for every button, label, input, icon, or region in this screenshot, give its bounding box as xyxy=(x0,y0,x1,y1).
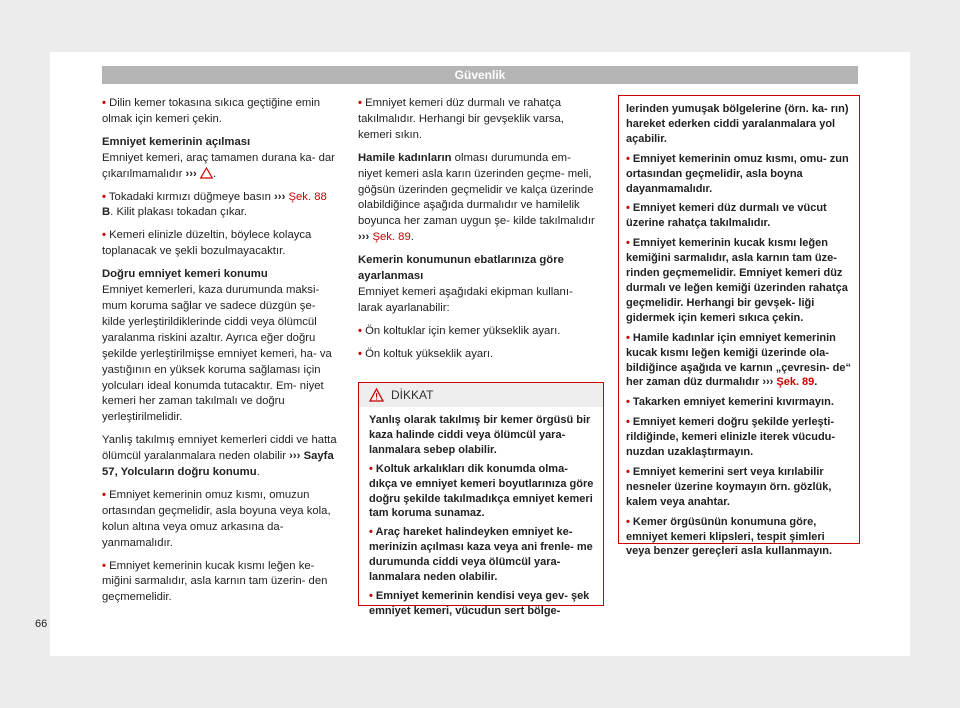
bullet: • xyxy=(369,589,373,602)
heading-unbuckle: Emniyet kemerinin açılması xyxy=(102,135,251,148)
bullet: • xyxy=(626,396,630,409)
paragraph: Emniyet kemeri aşağıdaki ekipman kullanı- larak ayarlanabilir: xyxy=(358,285,573,314)
warning-box xyxy=(358,382,604,617)
bullet: • xyxy=(626,331,630,344)
warning-triangle-icon xyxy=(200,167,213,179)
bullet: • xyxy=(369,526,373,539)
warning-item: • Emniyet kemerinin omuz kısmı, omu- zun ortasından geçmelidir, asla boyna dayanmamalıdır. xyxy=(626,152,849,195)
manual-page xyxy=(35,52,910,656)
warning-lead: lerinden yumuşak bölgelerine (örn. ka- rın) hareket ederken ciddi yaralanmalara yol açabilir. xyxy=(626,103,849,145)
paragraph: • Tokadaki kırmızı düğmeye basın ››› Şek. 88 B. Kilit plakası tokadan çıkar. xyxy=(102,190,327,219)
warning-continuation-box xyxy=(618,95,860,558)
bullet: • xyxy=(626,237,630,250)
ref-arrow: ››› xyxy=(274,190,286,203)
paragraph: • Emniyet kemeri düz durmalı ve rahatça takılmalıdır. Herhangi bir gevşeklik varsa, kemeri sıkın. xyxy=(358,97,564,141)
warning-body xyxy=(369,413,595,623)
warning-item: • Emniyet kemeri doğru şekilde yerleşti- rildiğinde, kemeri elinizle iterek vücudu- nuzdan uzaklaştırmayın. xyxy=(626,416,836,459)
column-middle xyxy=(358,96,596,370)
figure-ref-link[interactable]: Şek. 88 xyxy=(288,190,327,203)
bullet: • xyxy=(626,152,630,165)
page-ref-link[interactable]: Sayfa 57, Yolcuların doğru konumu xyxy=(102,450,334,479)
warning-item: • Koltuk arkalıkları dik konumda olma- dıkça ve emniyet kemeri boyutlarınıza göre doğru şekilde takılmadıkça emniyet kemeri tam koruma sunamaz. xyxy=(369,462,594,520)
ref-arrow: ››› xyxy=(185,167,197,180)
warning-header xyxy=(359,383,603,407)
bullet: • xyxy=(358,97,362,109)
paragraph: • Dilin kemer tokasına sıkıca geçtiğine emin olmak için kemeri çekin. xyxy=(102,97,321,125)
bullet: • xyxy=(358,324,362,337)
bullet: • xyxy=(102,488,106,501)
warning-item: • Araç hareket halindeyken emniyet ke- merinizin açılması kaza veya ani frenle- me durumunda ciddi veya ölümcül yara- lanmalara neden olabilir. xyxy=(369,526,593,584)
bullet: • xyxy=(626,202,630,215)
warning-triangle-icon xyxy=(369,388,384,402)
warning-continuation-body xyxy=(626,102,852,564)
heading-correct-position: Doğru emniyet kemeri konumu xyxy=(102,268,268,281)
warning-item: • Emniyet kemerini sert veya kırılabilir nesneler üzerine koymayın örn. gözlük, kalem veya anahtar. xyxy=(626,465,832,508)
paragraph: • Emniyet kemerinin kucak kısmı leğen ke- miğini sarmalıdır, asla karnın tam üzerin- den geçmemelidir. xyxy=(102,559,328,604)
heading-adjust-position: Kemerin konumunun ebatlarınıza göre ayarlanması xyxy=(358,254,564,283)
figure-ref-link[interactable]: Şek. 89 xyxy=(776,376,815,389)
ref-arrow: ››› xyxy=(762,376,774,389)
ref-arrow: ››› xyxy=(289,450,301,463)
bullet: • xyxy=(102,229,106,242)
bullet: • xyxy=(626,515,630,528)
warning-item: • Emniyet kemerinin kendisi veya gev- şek emniyet kemeri, vücudun sert bölge- xyxy=(369,589,590,617)
warning-title: DİKKAT xyxy=(391,388,434,402)
bullet: • xyxy=(358,347,362,360)
list-item: • Ön koltuklar için kemer yükseklik ayarı. xyxy=(358,324,561,337)
warning-item: • Kemer örgüsünün konumuna göre, emniyet kemeri klipsleri, tespit şimleri veya benzer gereçleri asla kullanmayın. xyxy=(626,515,833,558)
paragraph: Emniyet kemeri, araç tamamen durana ka- dar çıkarılmamalıdır ››› . xyxy=(102,151,335,180)
warning-item: • Hamile kadınlar için emniyet kemerinin kucak kısmı leğen kemiği üzerinde ola- bildiğince aşağıda ve karnın „çevresin- de“ her zaman düz durmalıdır ››› Şek. 89. xyxy=(626,331,851,389)
bullet: • xyxy=(102,559,106,572)
warning-item: • Takarken emniyet kemerini kıvırmayın. xyxy=(626,396,834,409)
column-left xyxy=(102,96,338,613)
paragraph: Emniyet kemerleri, kaza durumunda maksi- mum koruma sağlar ve sadece düzgün şe- kilde yerleştirildiklerinde ciddi veya ölümcül yaralanma riskini azaltır. Ayrıca eğer doğru şekilde yerleştirilmişse emniyet kemeri, ha- va yastığının en yüksek koruma sağlaması için yolcuları ideal konumda tutacaktır. Em- niyet kemeri her zaman takılmalı ve doğru yerleştirilmelidir. xyxy=(102,284,332,424)
bullet: • xyxy=(626,416,630,429)
bullet: • xyxy=(369,462,373,475)
list-item: • Ön koltuk yükseklik ayarı. xyxy=(358,347,494,360)
paragraph: • Kemeri elinizle düzeltin, böylece kolayca toplanacak ve şekli bozulmayacaktır. xyxy=(102,229,312,258)
warning-item: • Emniyet kemeri düz durmalı ve vücut üzerine rahatça takılmalıdır. xyxy=(626,202,827,230)
paragraph: Hamile kadınların olması durumunda em- niyet kemeri asla karın üzerinden geçme- meli, göğsün üzerinden geçmelidir ve kalça üzerinde olabildiğince aşağıda durmalıdır ve hamilelik boyunca her zaman uygun şe- kilde takılmalıdır ››› Şek. 89. xyxy=(358,151,595,244)
figure-ref-link[interactable]: Şek. 89 xyxy=(372,231,411,244)
ref-arrow: ››› xyxy=(358,231,370,244)
page-number: 66 xyxy=(35,618,48,630)
warning-intro: Yanlış olarak takılmış bir kemer örgüsü bir kaza halinde ciddi veya ölümcül yara- lanmalara sebep olabilir. xyxy=(369,414,591,456)
bullet: • xyxy=(102,190,106,203)
paragraph: Yanlış takılmış emniyet kemerleri ciddi ve hatta ölümcül yaralanmalara neden olabilir ››› Sayfa 57, Yolcuların doğru konumu. xyxy=(102,434,337,479)
bullet: • xyxy=(626,465,630,478)
bullet: • xyxy=(102,97,106,109)
section-header: Güvenlik xyxy=(102,66,858,84)
paragraph: • Emniyet kemerinin omuz kısmı, omuzun ortasından geçmelidir, asla boyuna veya kola, kolun altına veya omuz arkasına da- yanmamalıdır. xyxy=(102,488,331,549)
warning-item: • Emniyet kemerinin kucak kısmı leğen kemiğini sarmalıdır, asla karnın tam üze- rinden geçmemelidir. Emniyet kemeri düz durmalı ve leğen kemiği üzerinden rahatça geçmelidir. Herhangi bir gevşek- liği gidermek için kemeri sıkıca çekin. xyxy=(626,237,848,324)
